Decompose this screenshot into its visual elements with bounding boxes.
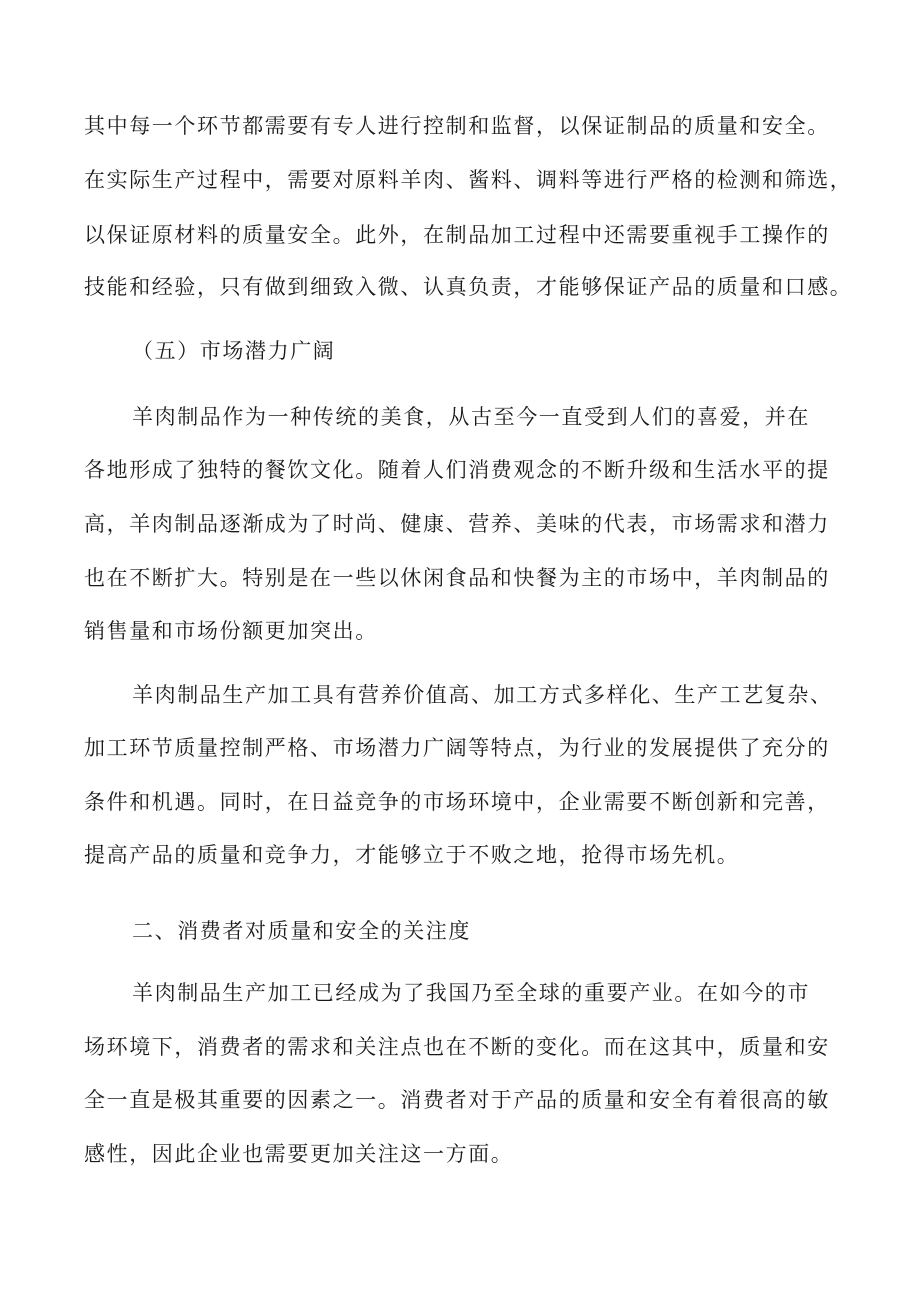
paragraph-2-line-2: 各地形成了独特的餐饮文化。随着人们消费观念的不断升级和生活水平的提 (84, 458, 830, 482)
paragraph-1-line-2: 在实际生产过程中，需要对原料羊肉、酱料、调料等进行严格的检测和筛选， (84, 168, 853, 192)
paragraph-2-line-1: 羊肉制品作为一种传统的美食，从古至今一直受到人们的喜爱，并在 (132, 405, 810, 429)
paragraph-3-line-4: 提高产品的质量和竞争力，才能够立于不败之地，抢得市场先机。 (84, 843, 740, 867)
paragraph-2-line-3: 高，羊肉制品逐渐成为了时尚、健康、营养、美味的代表，市场需求和潜力 (84, 512, 830, 536)
paragraph-4-line-2: 场环境下，消费者的需求和关注点也在不断的变化。而在这其中，质量和安 (84, 1035, 830, 1059)
paragraph-2-line-5: 销售量和市场份额更加突出。 (84, 619, 378, 643)
paragraph-3-line-1: 羊肉制品生产加工具有营养价值高、加工方式多样化、生产工艺复杂、 (132, 683, 833, 707)
paragraph-1-line-3: 以保证原材料的质量安全。此外，在制品加工过程中还需要重视手工操作的 (84, 223, 830, 247)
section-heading-2: 二、消费者对质量和安全的关注度 (132, 919, 471, 943)
paragraph-2-line-4: 也在不断扩大。特别是在一些以休闲食品和快餐为主的市场中，羊肉制品的 (84, 566, 830, 590)
paragraph-1-line-1: 其中每一个环节都需要有专人进行控制和监督，以保证制品的质量和安全。 (84, 114, 830, 138)
paragraph-4-line-3: 全一直是极其重要的因素之一。消费者对于产品的质量和安全有着很高的敏 (84, 1088, 830, 1112)
paragraph-4-line-1: 羊肉制品生产加工已经成为了我国乃至全球的重要产业。在如今的市 (132, 981, 810, 1005)
paragraph-3-line-3: 条件和机遇。同时，在日益竞争的市场环境中，企业需要不断创新和完善， (84, 790, 830, 814)
section-heading-5: （五）市场潜力广阔 (132, 339, 336, 363)
paragraph-3-line-2: 加工环节质量控制严格、市场潜力广阔等特点，为行业的发展提供了充分的 (84, 736, 830, 760)
paragraph-1-line-4: 技能和经验，只有做到细致入微、认真负责，才能够保证产品的质量和口感。 (84, 275, 853, 299)
paragraph-4-line-4: 感性，因此企业也需要更加关注这一方面。 (84, 1142, 514, 1166)
